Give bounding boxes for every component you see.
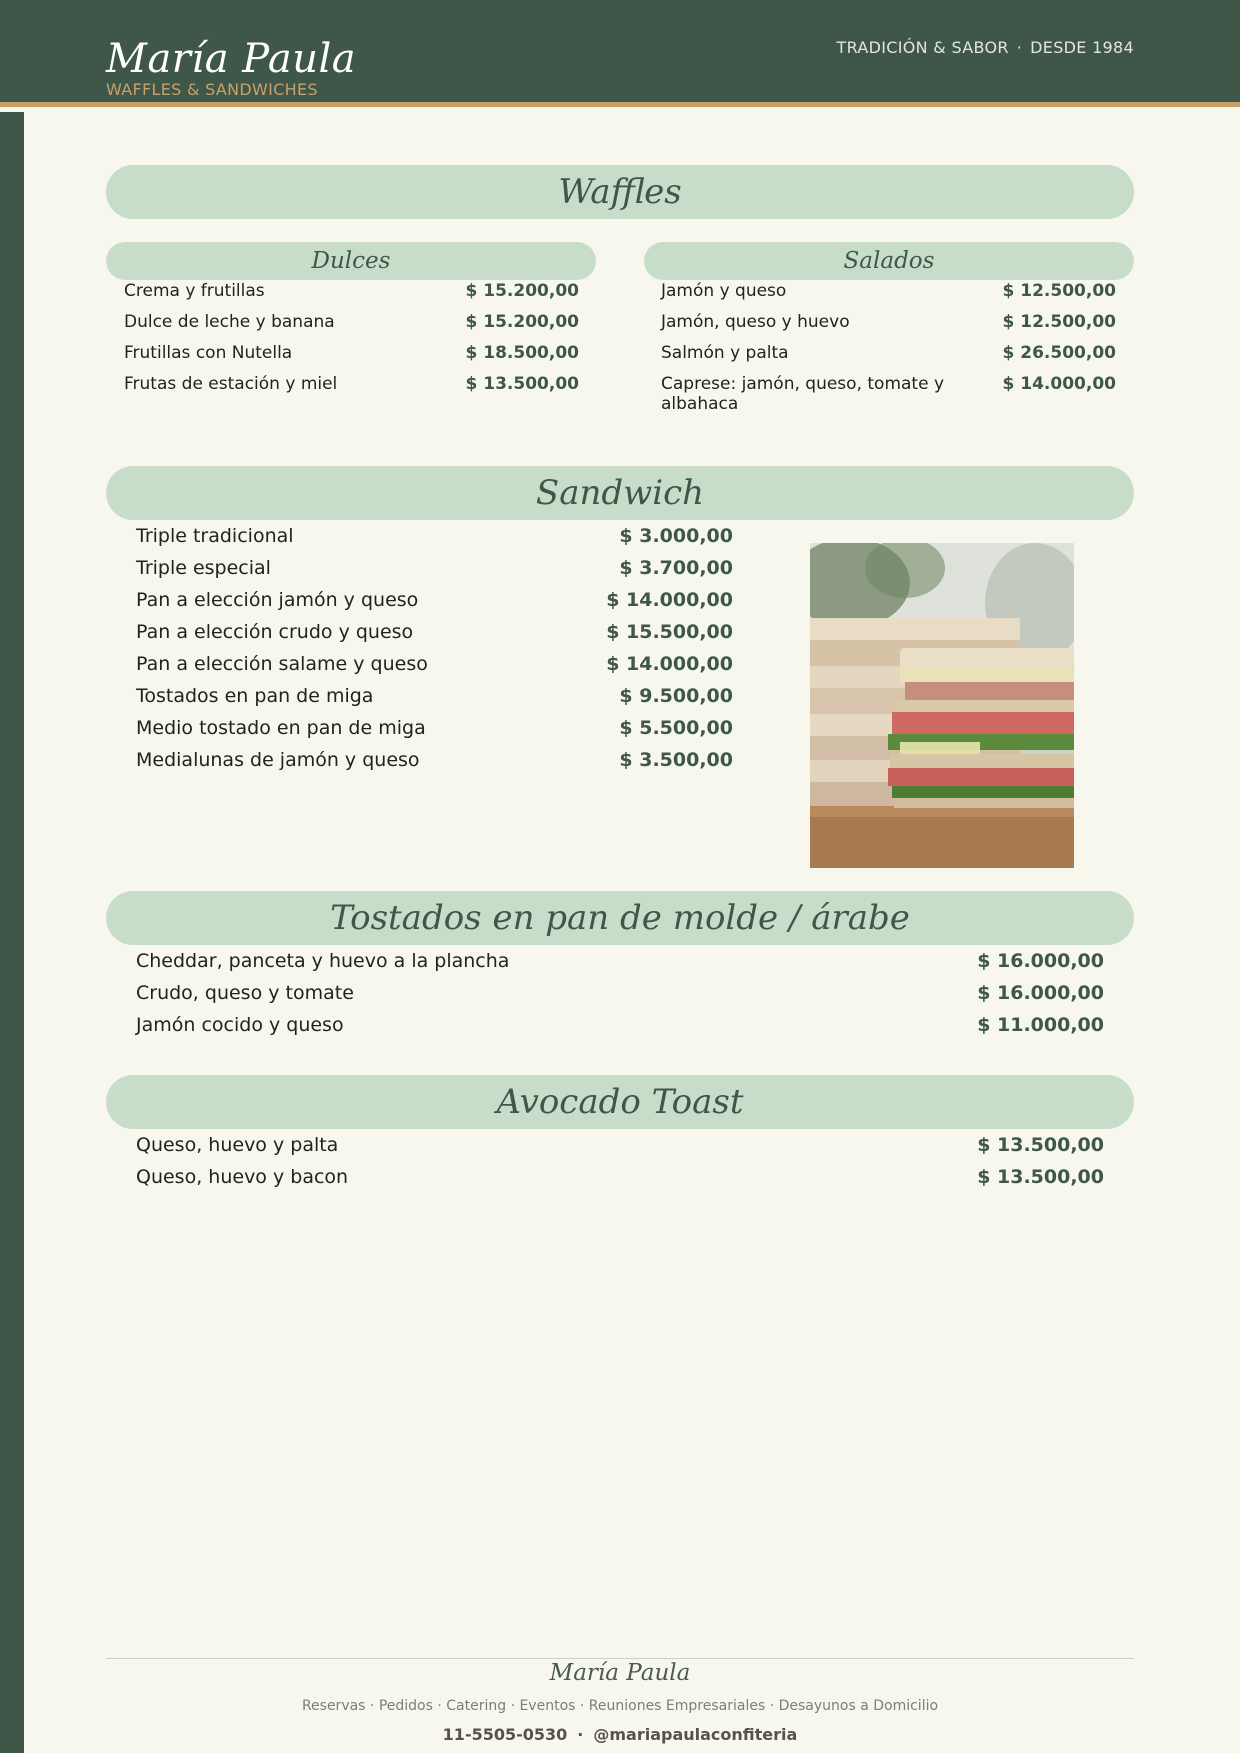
- section-title-avocado: Avocado Toast: [106, 1075, 1134, 1129]
- item-price: $ 3.000,00: [619, 525, 733, 547]
- item-name: Triple tradicional: [136, 525, 294, 547]
- menu-item: [136, 621, 733, 653]
- menu-item: [661, 281, 1116, 312]
- item-price: $ 14.000,00: [606, 589, 733, 611]
- footer-phone: 11-5505-0530: [442, 1725, 568, 1744]
- item-name: Tostados en pan de miga: [136, 685, 374, 707]
- section-title-sandwich: Sandwich: [106, 466, 1134, 520]
- item-name: Dulce de leche y banana: [124, 312, 335, 332]
- menu-item: [136, 685, 733, 717]
- item-price: $ 14.000,00: [606, 653, 733, 675]
- item-name: Salmón y palta: [661, 343, 789, 363]
- item-name: Jamón y queso: [661, 281, 787, 301]
- item-price: $ 12.500,00: [1002, 281, 1116, 301]
- item-name: Medialunas de jamón y queso: [136, 749, 420, 771]
- item-price: $ 5.500,00: [619, 717, 733, 739]
- menu-item: [136, 557, 733, 589]
- tagline: [837, 38, 1134, 57]
- dulces-list: [124, 281, 579, 405]
- item-price: $ 16.000,00: [977, 950, 1104, 972]
- footer-divider: [106, 1658, 1134, 1659]
- menu-item: [136, 1014, 1104, 1046]
- item-price: $ 11.000,00: [977, 1014, 1104, 1036]
- item-price: $ 12.500,00: [1002, 312, 1116, 332]
- footer-brand-name: María Paula: [549, 1660, 691, 1686]
- salados-list: [661, 281, 1116, 414]
- item-price: $ 15.500,00: [606, 621, 733, 643]
- item-name: Pan a elección jamón y queso: [136, 589, 419, 611]
- item-name: Queso, huevo y bacon: [136, 1166, 349, 1188]
- item-price: $ 15.200,00: [465, 312, 579, 332]
- item-price: $ 13.500,00: [977, 1166, 1104, 1188]
- menu-item: [124, 312, 579, 343]
- menu-item: [124, 343, 579, 374]
- item-price: $ 13.500,00: [977, 1134, 1104, 1156]
- menu-item: [124, 281, 579, 312]
- item-name: Frutas de estación y miel: [124, 374, 338, 394]
- item-price: $ 26.500,00: [1002, 343, 1116, 363]
- item-name: Crema y frutillas: [124, 281, 265, 301]
- item-name: Caprese: jamón, queso, tomate y albahaca: [661, 374, 945, 414]
- menu-item: [136, 1166, 1104, 1198]
- item-name: Medio tostado en pan de miga: [136, 717, 426, 739]
- sandwich-photo: [810, 543, 1074, 868]
- item-price: $ 3.700,00: [619, 557, 733, 579]
- item-name: Frutillas con Nutella: [124, 343, 293, 363]
- brand-subtitle: WAFFLES & SANDWICHES: [106, 80, 318, 99]
- item-name: Crudo, queso y tomate: [136, 982, 354, 1004]
- menu-item: [136, 950, 1104, 982]
- item-name: Triple especial: [136, 557, 271, 579]
- menu-item: [136, 749, 733, 781]
- menu-item: [136, 589, 733, 621]
- item-name: Pan a elección crudo y queso: [136, 621, 414, 643]
- footer-separator: ·: [577, 1725, 584, 1744]
- item-name: Cheddar, panceta y huevo a la plancha: [136, 950, 510, 972]
- brand-title: María Paula: [106, 36, 357, 82]
- avocado-list: [136, 1134, 1104, 1198]
- item-price: $ 3.500,00: [619, 749, 733, 771]
- menu-item: [136, 525, 733, 557]
- item-name: Jamón cocido y queso: [136, 1014, 344, 1036]
- header-bar: [0, 0, 1240, 107]
- menu-item: [661, 312, 1116, 343]
- item-price: $ 14.000,00: [1002, 374, 1116, 394]
- sandwich-image: [810, 543, 1074, 868]
- tagline-right: DESDE 1984: [1030, 38, 1134, 57]
- tagline-separator: ·: [1016, 38, 1023, 57]
- menu-item: [136, 982, 1104, 1014]
- menu-item: [124, 374, 579, 405]
- footer-social-handle: @mariapaulaconfiteria: [593, 1725, 798, 1744]
- tostados-list: [136, 950, 1104, 1046]
- item-name: Pan a elección salame y queso: [136, 653, 428, 675]
- side-accent-bar: [0, 112, 24, 1753]
- item-price: $ 16.000,00: [977, 982, 1104, 1004]
- item-name: Queso, huevo y palta: [136, 1134, 339, 1156]
- subsection-title-dulces: Dulces: [106, 242, 596, 280]
- menu-item: [661, 374, 1116, 414]
- tagline-left: TRADICIÓN & SABOR: [836, 38, 1009, 57]
- sandwich-list: [136, 525, 733, 781]
- menu-item: [136, 653, 733, 685]
- footer-contact: [0, 1725, 1240, 1744]
- item-price: $ 15.200,00: [465, 281, 579, 301]
- item-price: $ 18.500,00: [465, 343, 579, 363]
- menu-item: [136, 1134, 1104, 1166]
- item-price: $ 9.500,00: [619, 685, 733, 707]
- item-price: $ 13.500,00: [465, 374, 579, 394]
- menu-item: [136, 717, 733, 749]
- section-title-tostados: Tostados en pan de molde / árabe: [106, 891, 1134, 945]
- footer-services: Reservas · Pedidos · Catering · Eventos · Reuniones Empresariales · Desayunos a Domicilio: [301, 1698, 939, 1714]
- subsection-title-salados: Salados: [644, 242, 1134, 280]
- menu-item: [661, 343, 1116, 374]
- section-title-waffles: Waffles: [106, 165, 1134, 219]
- item-name: Jamón, queso y huevo: [661, 312, 850, 332]
